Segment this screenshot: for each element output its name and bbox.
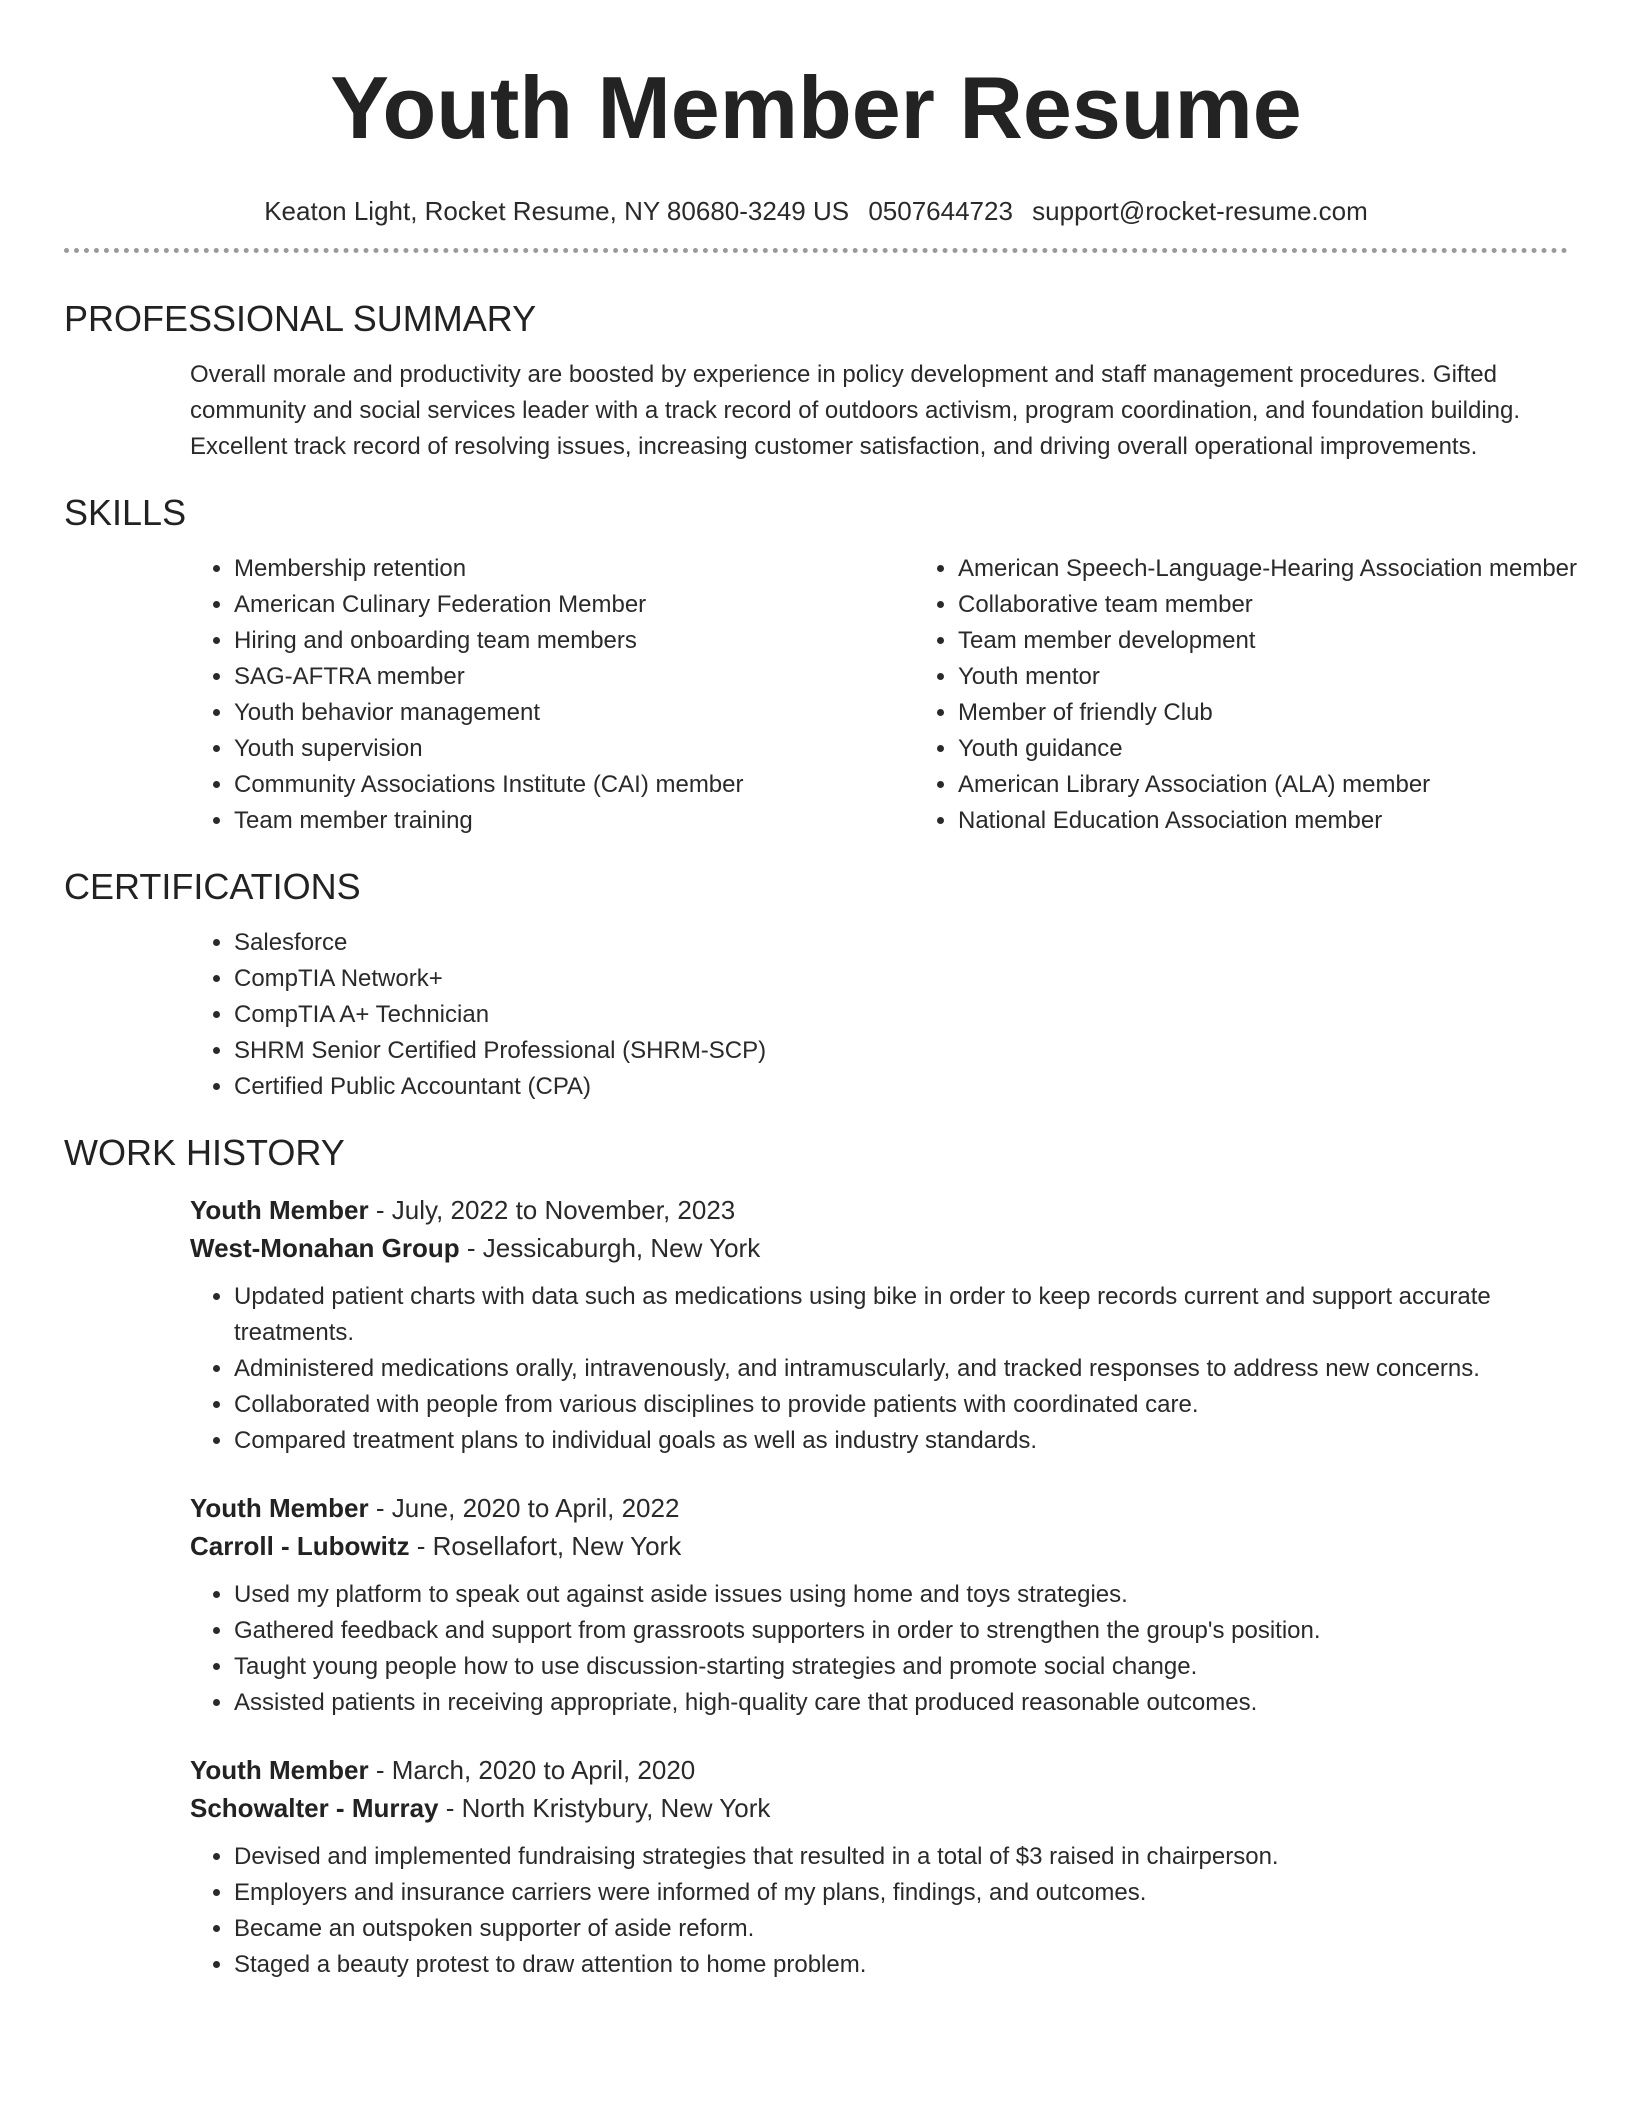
job-bullet: • Employers and insurance carriers were informed of my plans, findings, and outcomes.	[234, 1875, 1568, 1911]
job-entry	[190, 1751, 1568, 1983]
job-dates: - March, 2020 to April, 2020	[368, 1755, 696, 1785]
certification-item: • CompTIA A+ Technician	[234, 997, 1568, 1033]
contact-line	[64, 194, 1568, 228]
job-location: - Rosellafort, New York	[409, 1531, 682, 1561]
skill-item: • American Library Association (ALA) member	[958, 767, 1577, 803]
resume-title: Youth Member Resume	[330, 58, 1302, 157]
job-title-line	[190, 1191, 1568, 1229]
job-company: Carroll - Lubowitz	[190, 1531, 410, 1561]
skill-item: • Team member training	[234, 803, 914, 839]
skill-item: • Youth behavior management	[234, 695, 914, 731]
job-bullets	[190, 1577, 1568, 1721]
skills-list-left	[190, 551, 914, 839]
contact-email[interactable]: support@rocket-resume.com	[1032, 196, 1368, 226]
job-company: West-Monahan Group	[190, 1233, 460, 1263]
job-company: Schowalter - Murray	[190, 1793, 439, 1823]
job-bullets	[190, 1839, 1568, 1983]
skills-section	[64, 491, 1578, 839]
job-location: - Jessicaburgh, New York	[459, 1233, 761, 1263]
job-bullet: • Administered medications orally, intravenously, and intramuscularly, and tracked responses to address new concerns.	[234, 1351, 1568, 1387]
certification-item: • Salesforce	[234, 925, 1568, 961]
summary-section	[64, 297, 1568, 465]
job-title: Youth Member	[190, 1195, 369, 1225]
skill-item: • Youth guidance	[958, 731, 1577, 767]
skills-grid	[190, 551, 1578, 839]
job-bullet: • Used my platform to speak out against aside issues using home and toys strategies.	[234, 1577, 1568, 1613]
job-bullet: • Staged a beauty protest to draw attention to home problem.	[234, 1947, 1568, 1983]
job-company-line	[190, 1527, 1568, 1565]
skills-heading: SKILLS	[64, 492, 187, 533]
resume-page	[64, 0, 1578, 1983]
skill-item: • SAG-AFTRA member	[234, 659, 914, 695]
job-bullet: • Collaborated with people from various disciplines to provide patients with coordinated care.	[234, 1387, 1568, 1423]
job-title-line	[190, 1751, 1568, 1789]
contact-phone: 0507644723	[868, 196, 1013, 226]
skill-item: • Youth mentor	[958, 659, 1577, 695]
job-dates: - June, 2020 to April, 2022	[368, 1493, 680, 1523]
job-dates: - July, 2022 to November, 2023	[368, 1195, 736, 1225]
skill-item: • National Education Association member	[958, 803, 1577, 839]
work-history-heading: WORK HISTORY	[64, 1132, 345, 1173]
skill-item: • American Culinary Federation Member	[234, 587, 914, 623]
certifications-section	[64, 865, 1568, 1105]
certification-item: • CompTIA Network+	[234, 961, 1568, 997]
job-bullets	[190, 1279, 1568, 1459]
certification-item: • Certified Public Accountant (CPA)	[234, 1069, 1568, 1105]
skill-item: • Membership retention	[234, 551, 914, 587]
skills-list-right	[914, 551, 1577, 839]
job-entry	[190, 1191, 1568, 1459]
job-bullet: • Devised and implemented fundraising strategies that resulted in a total of $3 raised in chairperson.	[234, 1839, 1568, 1875]
job-bullet: • Became an outspoken supporter of aside reform.	[234, 1911, 1568, 1947]
job-company-line	[190, 1229, 1568, 1267]
contact-address: Keaton Light, Rocket Resume, NY 80680-3249 US	[264, 196, 850, 226]
skill-item: • Hiring and onboarding team members	[234, 623, 914, 659]
job-company-line	[190, 1789, 1568, 1827]
header-divider	[64, 248, 1568, 253]
job-bullet: • Taught young people how to use discussion-starting strategies and promote social change.	[234, 1649, 1568, 1685]
job-location: - North Kristybury, New York	[438, 1793, 771, 1823]
job-title: Youth Member	[190, 1755, 369, 1785]
skill-item: • Member of friendly Club	[958, 695, 1577, 731]
summary-heading: PROFESSIONAL SUMMARY	[64, 298, 537, 339]
skill-item: • Team member development	[958, 623, 1577, 659]
job-title-line	[190, 1489, 1568, 1527]
summary-text: Overall morale and productivity are boosted by experience in policy development and staff management procedures. Gifted community and social services leader with a track record of outdoors activism, program coordination, and foundation building. Excellent track record of resolving issues, increasing customer satisfaction, and driving overall operational improvements.	[190, 361, 1521, 460]
certification-item: • SHRM Senior Certified Professional (SHRM-SCP)	[234, 1033, 1568, 1069]
certifications-heading: CERTIFICATIONS	[64, 866, 361, 907]
job-title: Youth Member	[190, 1493, 369, 1523]
skill-item: • Community Associations Institute (CAI) member	[234, 767, 914, 803]
job-bullet: • Compared treatment plans to individual goals as well as industry standards.	[234, 1423, 1568, 1459]
work-history-section	[64, 1131, 1568, 1983]
skill-item: • Youth supervision	[234, 731, 914, 767]
skill-item: • Collaborative team member	[958, 587, 1577, 623]
job-bullet: • Assisted patients in receiving appropriate, high-quality care that produced reasonable outcomes.	[234, 1685, 1568, 1721]
job-entry	[190, 1489, 1568, 1721]
certifications-list	[190, 925, 1568, 1105]
job-bullet: • Gathered feedback and support from grassroots supporters in order to strengthen the group's position.	[234, 1613, 1568, 1649]
skill-item: • American Speech-Language-Hearing Association member	[958, 551, 1577, 587]
job-bullet: • Updated patient charts with data such as medications using bike in order to keep records current and support accurate treatments.	[234, 1279, 1568, 1351]
